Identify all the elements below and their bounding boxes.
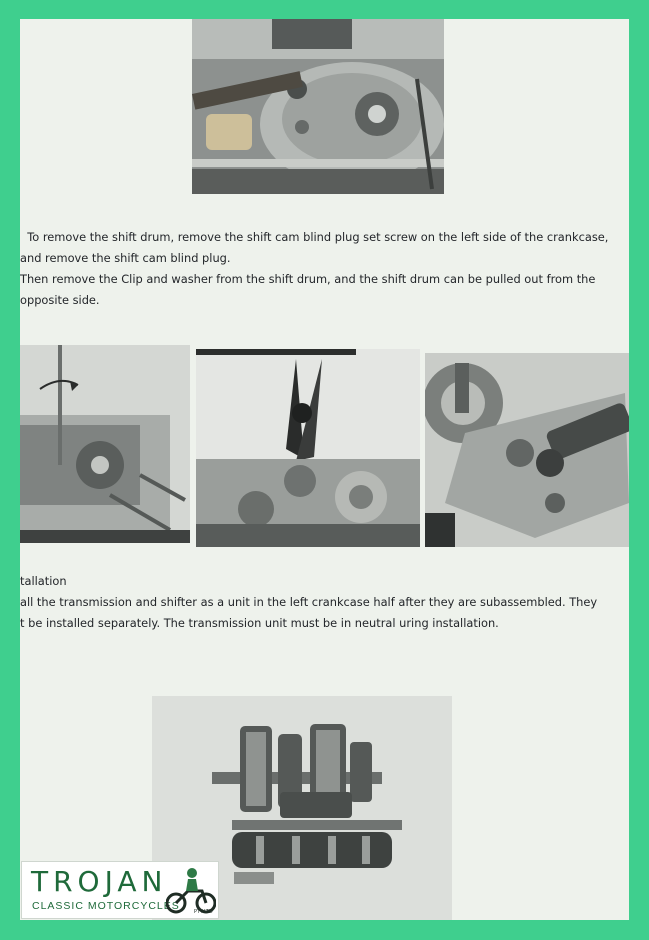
section-heading: tallation	[20, 574, 67, 588]
logo-wordmark: TROJAN	[31, 865, 168, 898]
instruction-paragraph	[20, 227, 608, 311]
trojan-logo	[21, 861, 219, 919]
para1-line: To remove the shift drum, remove the shift cam blind plug set screw on the left side of the crankcase,	[20, 230, 609, 244]
para2-line: t be installed separately. The transmission unit must be in neutral uring installation.	[20, 616, 499, 630]
para1-line: and remove the shift cam blind plug.	[20, 251, 231, 265]
para2-line: all the transmission and shifter as a unit in the left crankcase half after they are subassembled. They	[20, 595, 598, 609]
motorcycle-icon	[166, 865, 216, 915]
para1-line: opposite side.	[20, 293, 100, 307]
logo-subtitle: CLASSIC MOTORCYCLES	[32, 900, 180, 912]
clip-pliers-photo	[196, 349, 420, 547]
crankcase-photo	[192, 19, 444, 194]
manual-page	[20, 19, 629, 920]
installation-section	[20, 571, 597, 634]
logo-pty: PTY.LTD	[194, 909, 213, 915]
shift-drum-out-photo	[425, 353, 629, 547]
shift-drum-arrow-photo	[20, 345, 190, 543]
para1-line: Then remove the Clip and washer from the shift drum, and the shift drum can be pulled out from the	[20, 272, 596, 286]
